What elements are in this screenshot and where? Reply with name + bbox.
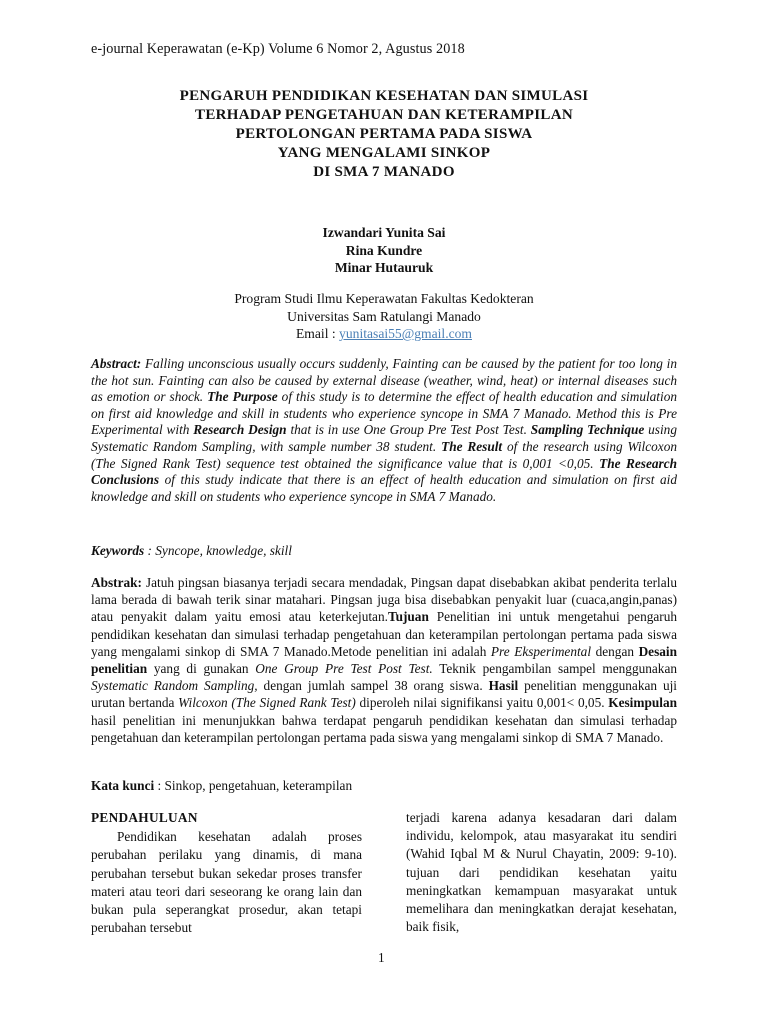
intro-paragraph-left: Pendidikan kesehatan adalah proses perubahan perilaku yang dinamis, di mana perubahan tersebut bukan sekedar proses transfer materi atau teori dari seseorang ke orang lain dan bukan pula seperangkat prosedur, akan tetapi perubahan tersebut (91, 829, 362, 936)
abstract-text: that is in use One Group Pre Test Post Test. (286, 422, 531, 438)
abstrak-emphasis: Hasil (488, 678, 519, 694)
abstract-text: using Systematic Random Sampling, with sample number 38 student. (91, 422, 677, 454)
intro-paragraph-right: terjadi karena adanya kesadaran dari dalam individu, kelompok, atau masyarakat itu sendiri (Wahid Iqbal M & Nurul Chayatin, 2009: 9-10). tujuan dari pendidikan kesehatan yaitu meningkatkan kemampuan masyarakat untuk memelihara dan meningkatkan derajat kesehatan, baik fisik, (406, 810, 677, 935)
abstract-emphasis: Sampling Technique (530, 422, 645, 438)
section-heading: PENDAHULUAN (91, 810, 198, 825)
abstrak-label: Abstrak: (91, 575, 142, 590)
abstrak-italic: Systematic Random Sampling, (91, 678, 258, 694)
kata-kunci-label: Kata kunci (91, 778, 155, 793)
email-link[interactable]: yunitasai55@gmail.com (339, 326, 472, 341)
keywords-text: : Syncope, knowledge, skill (144, 543, 292, 558)
author-name: Minar Hutauruk (334, 260, 434, 275)
title-line: PERTOLONGAN PERTAMA PADA SISWA (235, 126, 533, 142)
email-label: Email : (296, 326, 340, 341)
abstract-text: of the research using Wilcoxon (The Signed Rank Test) sequence test obtained the significance value that is 0,001 <0,05. (91, 438, 677, 471)
abstract-indonesian (91, 574, 677, 746)
abstract-text: Falling unconscious usually occurs suddenly, Fainting can be caused by the patient for too long in the hot sun. Fainting can also be caused by external disease (weather, wind, heat) or internal diseases such as emotion or shock. (91, 356, 677, 405)
column-left (91, 809, 362, 937)
abstrak-text: Jatuh pingsan biasanya terjadi secara mendadak, Pingsan dapat disebabkan akibat penderita terlalu lama berada di bawah terik sinar matahari. Pingsan juga bisa disebabkan penyakit luar (cuaca,angin,panas) atau penyakit dalam yaitu emosi atau keterkejutan. (91, 575, 677, 625)
affiliation-university: Universitas Sam Ratulangi Manado (287, 308, 481, 324)
abstrak-text: hasil penelitian ini menunjukkan bahwa terdapat pengaruh pendidikan kesehatan dan simulasi terhadap pengetahuan dan keterampilan pertolongan pertama pada siswa yang mengalami sinkop di SMA 7 Manado. (91, 712, 677, 745)
abstrak-emphasis: Tujuan (387, 609, 429, 625)
title-line: PENGARUH PENDIDIKAN KESEHATAN DAN SIMULASI (179, 88, 589, 104)
abstrak-text: dengan jumlah sampel 38 orang siswa. (257, 678, 489, 694)
abstract-emphasis: The Purpose (207, 389, 278, 405)
keywords-label: Keywords (91, 543, 145, 558)
author-name: Izwandari Yunita Sai (322, 225, 446, 240)
affiliation (170, 290, 598, 343)
abstrak-emphasis: Kesimpulan (608, 695, 677, 711)
title-line: TERHADAP PENGETAHUAN DAN KETERAMPILAN (195, 107, 573, 123)
affiliation-email (170, 325, 598, 343)
title-line: YANG MENGALAMI SINKOP (277, 145, 491, 161)
journal-header: e-journal Keperawatan (e-Kp) Volume 6 Nomor 2, Agustus 2018 (91, 41, 465, 57)
author-list (170, 224, 598, 277)
abstrak-italic: Pre Eksperimental (490, 643, 592, 659)
affiliation-program: Program Studi Ilmu Keperawatan Fakultas Kedokteran (234, 291, 534, 306)
abstract-emphasis: The Research Conclusions (91, 455, 677, 488)
abstract-label: Abstract: (91, 356, 142, 371)
abstract-text: of this study indicate that there is an effect of health education and simulation on first aid knowledge and skill on students who experience syncope in SMA 7 Manado. (91, 472, 677, 504)
abstract-text: of this study is to determine the effect of health education and simulation on first aid knowledge and skill in students who experience syncope in SMA 7 Manado. Method this is Pre Experimental with (91, 389, 677, 438)
abstract-emphasis: Research Design (193, 422, 287, 438)
keywords-english (91, 542, 677, 559)
page-number: 1 (378, 950, 385, 965)
author-name: Rina Kundre (345, 242, 423, 258)
abstrak-italic: Wilcoxon (The Signed Rank Test) (178, 695, 356, 711)
paper-title (100, 87, 668, 182)
abstrak-text: Teknik pengambilan sampel menggunakan (432, 661, 677, 677)
column-right (406, 809, 677, 936)
kata-kunci-text: : Sinkop, pengetahuan, keterampilan (154, 778, 353, 793)
abstrak-italic: One Group Pre Test Post Test. (255, 661, 433, 677)
abstrak-text: Penelitian ini untuk mengetahui pengaruh pendidikan kesehatan dan simulasi terhadap pengetahuan dan keterampilan pertolongan pertama pada siswa yang mengalami sinkop di SMA 7 Manado.Metode penelitian ini adalah (91, 609, 678, 659)
abstract-emphasis: The Result (441, 438, 503, 454)
abstrak-emphasis: Desain penelitian (91, 643, 677, 677)
abstrak-text: dengan (591, 643, 639, 659)
title-line: DI SMA 7 MANADO (313, 164, 455, 180)
keywords-indonesian (91, 777, 677, 794)
abstrak-text: diperoleh nilai signifikansi yaitu 0,001< 0,05. (355, 695, 609, 711)
abstract-english (91, 356, 677, 505)
abstrak-text: yang di gunakan (147, 661, 256, 677)
abstrak-text: penelitian menggunakan uji urutan bertanda (91, 678, 677, 711)
